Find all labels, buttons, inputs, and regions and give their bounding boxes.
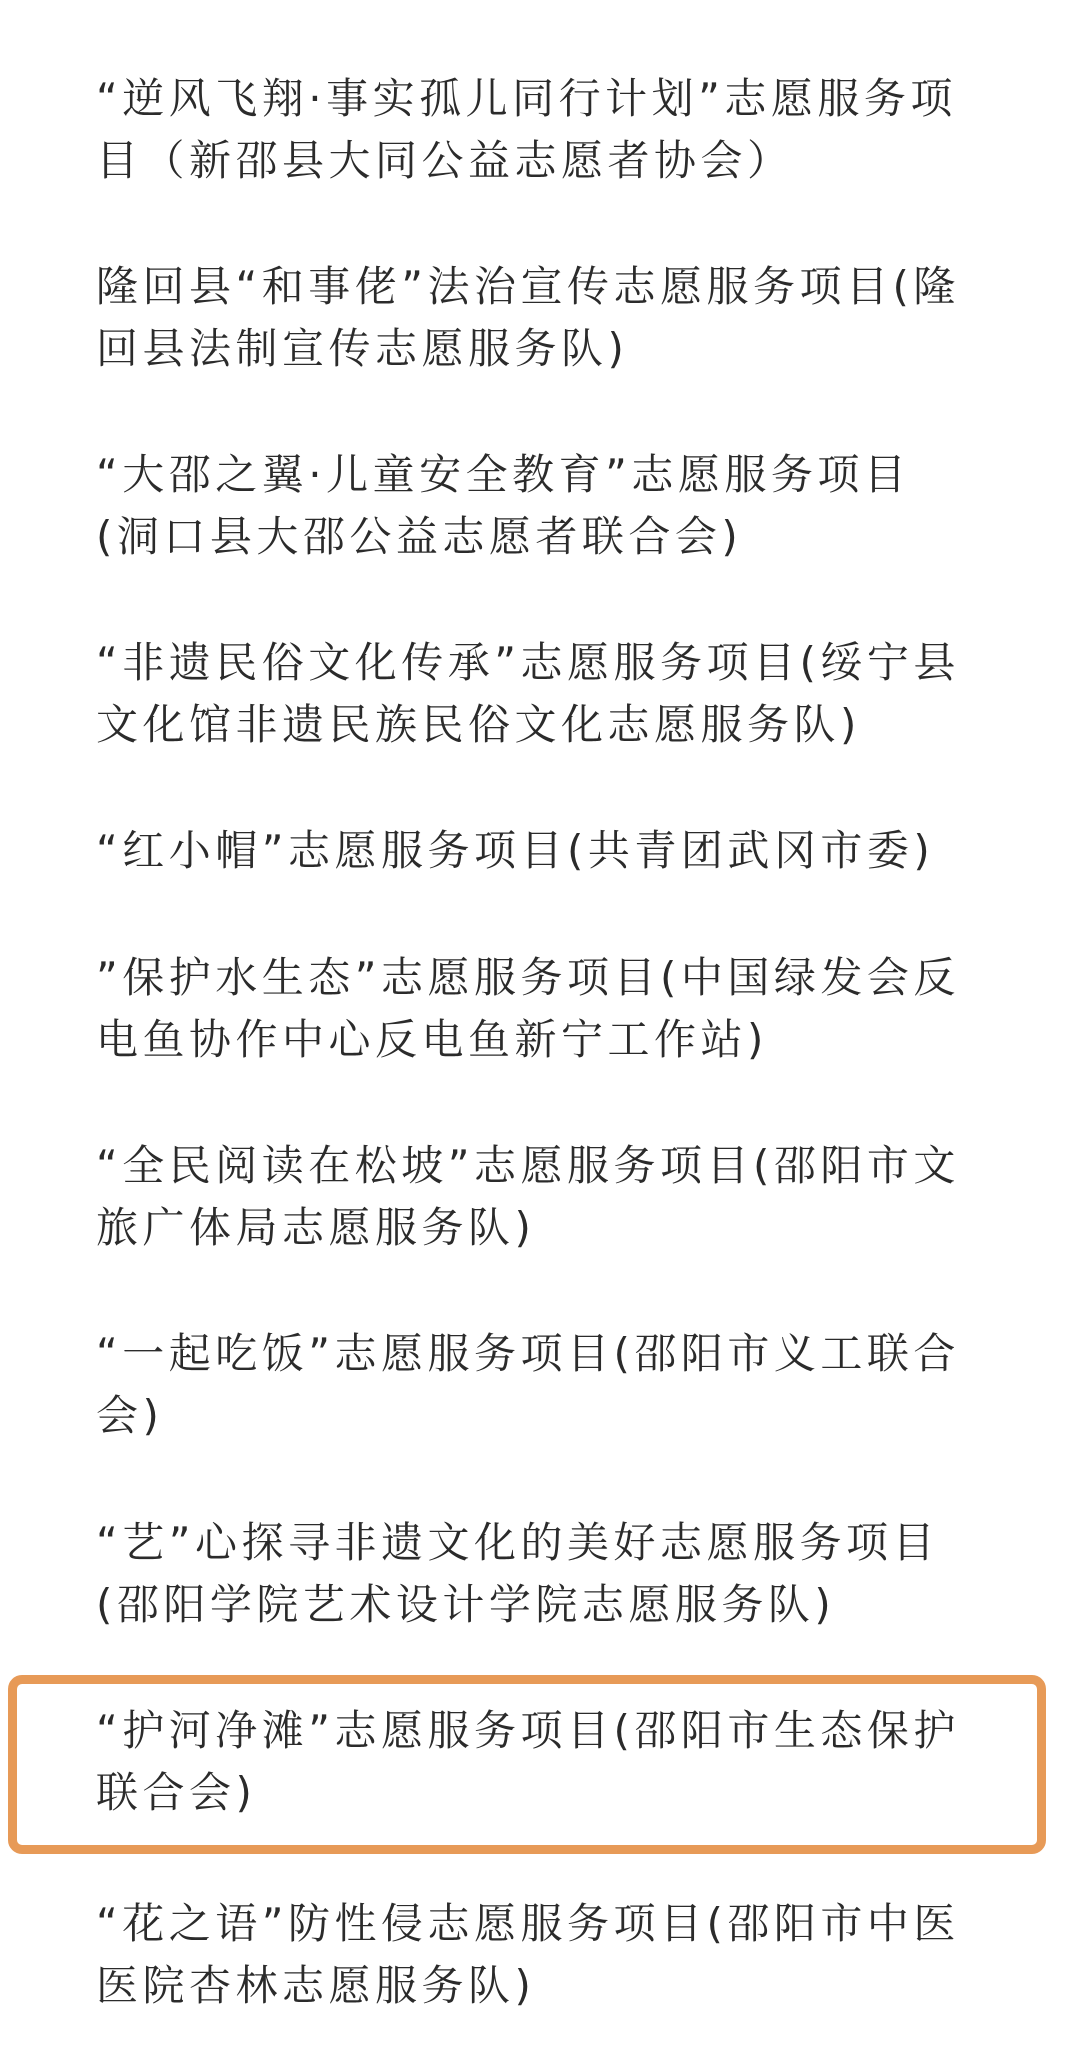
- list-item: [96, 1323, 996, 1447]
- list-item-highlighted: [96, 1700, 996, 1824]
- item-line: “艺”心探寻非遗文化的美好志愿服务项目: [96, 1518, 940, 1567]
- item-line: “花之语”防性侵志愿服务项目(邵阳市中医: [96, 1899, 960, 1948]
- item-line: (邵阳学院艺术设计学院志愿服务队): [96, 1580, 836, 1629]
- item-line: 医院杏林志愿服务队): [96, 1961, 536, 2010]
- list-item: [96, 1135, 996, 1259]
- item-line: ”保护水生态”志愿服务项目(中国绿发会反: [96, 953, 960, 1002]
- list-item: [96, 1512, 996, 1636]
- item-line: “一起吃饭”志愿服务项目(邵阳市义工联合: [96, 1329, 960, 1378]
- item-line: 文化馆非遗民族民俗文化志愿服务队): [96, 700, 861, 749]
- item-line: 目（新邵县大同公益志愿者协会）: [96, 136, 794, 185]
- item-line: (洞口县大邵公益志愿者联合会): [96, 512, 743, 561]
- item-line: “红小帽”志愿服务项目(共青团武冈市委): [96, 826, 935, 875]
- item-line: 会): [96, 1391, 164, 1440]
- list-item: [96, 947, 996, 1071]
- list-item: [96, 68, 996, 192]
- item-line: “非遗民俗文化传承”志愿服务项目(绥宁县: [96, 638, 960, 687]
- list-item: [96, 1893, 996, 2017]
- item-line: “逆风飞翔·事实孤儿同行计划”志愿服务项: [96, 74, 957, 123]
- list-item: [96, 444, 996, 568]
- list-item: [96, 632, 996, 756]
- list-item: [96, 820, 996, 882]
- item-line: 回县法制宣传志愿服务队): [96, 324, 629, 373]
- item-line: 联合会): [96, 1768, 257, 1817]
- item-line: 电鱼协作中心反电鱼新宁工作站): [96, 1015, 768, 1064]
- item-line: 隆回县“和事佬”法治宣传志愿服务项目(隆: [96, 262, 960, 311]
- item-line: “全民阅读在松坡”志愿服务项目(邵阳市文: [96, 1141, 960, 1190]
- item-line: “大邵之翼·儿童安全教育”志愿服务项目: [96, 450, 911, 499]
- item-line: 旅广体局志愿服务队): [96, 1203, 536, 1252]
- list-item: [96, 256, 996, 380]
- item-line: “护河净滩”志愿服务项目(邵阳市生态保护: [96, 1706, 960, 1755]
